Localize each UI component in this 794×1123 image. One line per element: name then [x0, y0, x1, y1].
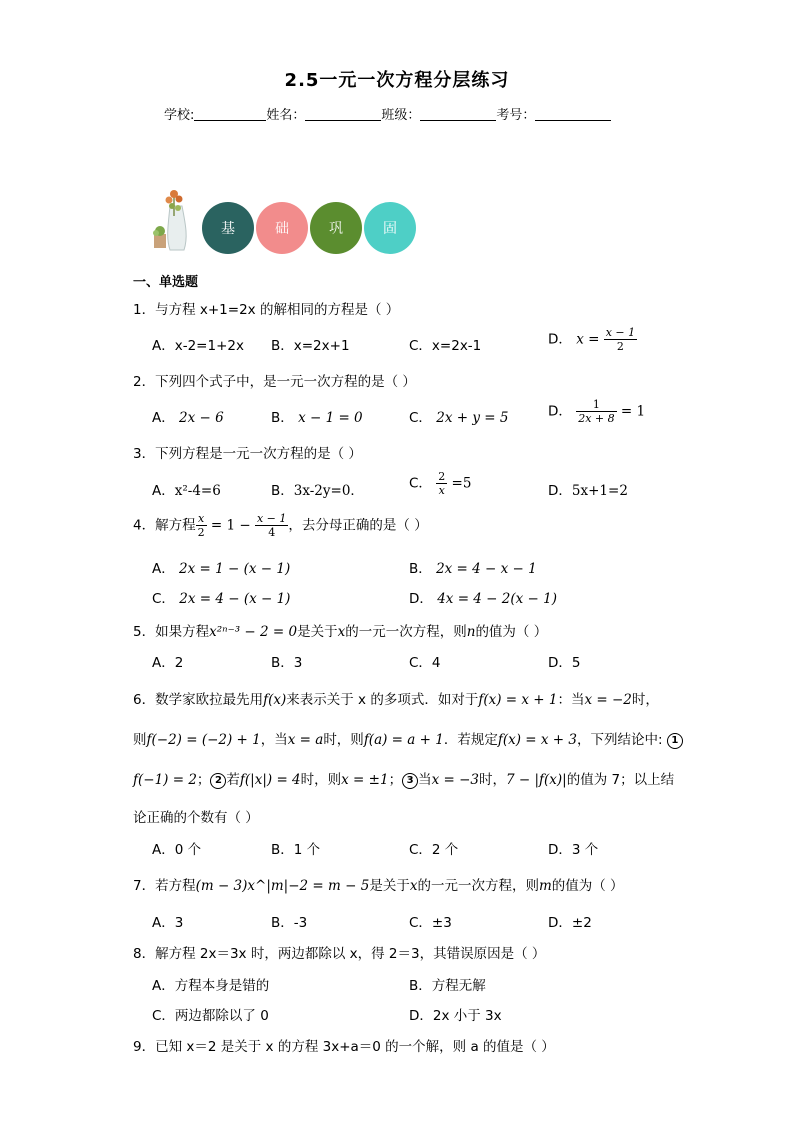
question-2-stem: 2．下列四个式子中，是一元一次方程的是（ ）	[133, 374, 416, 390]
q2-option-c: C． 2x + y = 5	[409, 410, 509, 426]
q3-c-fraction: $\frac{2}{x}$	[438, 470, 446, 497]
q2-d-fraction: $\frac{1}{2x + 8}$	[578, 398, 615, 425]
class-label: 班级：	[381, 108, 421, 123]
question-6-line-2: 则f(−2) = (−2) + 1，当x = a时，则f(a) = a + 1．若规定f(x) = x + 3，下列结论中: 1	[133, 728, 683, 749]
question-5-stem: 5．如果方程x²ⁿ⁻³ − 2 = 0是关于x的一元一次方程，则n的值为（ ）	[133, 624, 548, 640]
q6-option-c: C．2 个	[409, 842, 459, 858]
q1-option-c: C．x=2x-1	[409, 338, 482, 354]
q5-option-c: C．4	[409, 655, 441, 671]
q3-option-a: A．x²-4=6	[152, 483, 221, 499]
q8-option-a: A．方程本身是错的	[152, 978, 270, 994]
name-blank	[305, 106, 381, 121]
q7-option-c: C．±3	[409, 915, 452, 931]
q4-fraction-1: $\frac{x}{2}$	[197, 512, 205, 539]
question-6-line-1: 6．数学家欧拉最先用f(x)来表示关于 x 的多项式．如对于f(x) = x + 1：当x = −2时，	[133, 692, 659, 708]
question-3-stem: 3．下列方程是一元一次方程的是（ ）	[133, 446, 362, 462]
q5-option-b: B．3	[271, 655, 303, 671]
q6-option-b: B．1 个	[271, 842, 321, 858]
plant-vase-icon	[148, 186, 196, 252]
question-6-line-3: f(−1) = 2； 2 若f(|x|) = 4时，则x = ±1； 3 当x = −3时，7 − |f(x)|的值为 7；以上结	[133, 772, 675, 788]
question-4-stem: 4．解方程 $\frac{x}{2}$ = 1 − $\frac{x - 1}{4}$ ，去分母正确的是（ ）	[133, 512, 428, 539]
q7-option-d: D．±2	[548, 915, 592, 931]
q4-option-d: D． 4x = 4 − 2(x − 1)	[409, 591, 558, 607]
question-6-line-4: 论正确的个数有（ ）	[133, 810, 259, 826]
circled-one-icon: 1	[667, 733, 683, 749]
q2-option-d: D． $\frac{1}{2x + 8}$ = 1	[548, 398, 646, 425]
q8-option-d: D．2x 小于 3x	[409, 1008, 502, 1024]
q1-option-a: A．x-2=1+2x	[152, 338, 244, 354]
q5-option-d: D．5	[548, 655, 581, 671]
circled-two-icon: 2	[210, 773, 226, 789]
badge-gong: 巩	[310, 202, 362, 254]
q6-option-a: A．0 个	[152, 842, 202, 858]
q3-option-b: B．3x-2y=0．	[271, 483, 364, 499]
q7-option-b: B．-3	[271, 915, 308, 931]
badge-ji: 基	[202, 202, 254, 254]
question-1-stem: 1．与方程 x+1=2x 的解相同的方程是（ ）	[133, 302, 400, 318]
q1-option-b: B．x=2x+1	[271, 338, 350, 354]
q8-option-c: C．两边都除以了 0	[152, 1008, 269, 1024]
exam-no-label: 考号：	[496, 108, 536, 123]
q2-option-b: B． x − 1 = 0	[271, 410, 363, 426]
q4-option-b: B． 2x = 4 − x − 1	[409, 561, 537, 577]
question-9-stem: 9．已知 x＝2 是关于 x 的方程 3x+a＝0 的一个解，则 a 的值是（ ）	[133, 1039, 555, 1055]
q4-option-a: A． 2x = 1 − (x − 1)	[152, 561, 291, 577]
name-label: 姓名：	[266, 108, 306, 123]
school-blank	[194, 106, 266, 121]
q6-option-d: D．3 个	[548, 842, 599, 858]
page-title: 2.5一元一次方程分层练习	[284, 70, 510, 91]
q2-option-a: A． 2x − 6	[152, 410, 224, 426]
class-blank	[420, 106, 496, 121]
badge-gu: 固	[364, 202, 416, 254]
school-label: 学校:	[164, 108, 195, 123]
q1-option-d: D． x = $\frac{x - 1}{2}$	[548, 326, 636, 353]
q1-d-fraction: $\frac{x - 1}{2}$	[605, 326, 636, 353]
circled-three-icon: 3	[402, 773, 418, 789]
student-info-line	[164, 104, 611, 123]
q4-option-c: C． 2x = 4 − (x − 1)	[152, 591, 291, 607]
exam-no-blank	[535, 106, 611, 121]
question-8-stem: 8．解方程 2x＝3x 时，两边都除以 x，得 2＝3，其错误原因是（ ）	[133, 946, 546, 962]
q3-option-d: D．5x+1=2	[548, 483, 628, 499]
q7-option-a: A．3	[152, 915, 184, 931]
q4-fraction-2: $\frac{x - 1}{4}$	[256, 512, 287, 539]
q5-option-a: A．2	[152, 655, 184, 671]
question-7-stem: 7．若方程(m − 3)x^|m|−2 = m − 5是关于x的一元一次方程，则m的值为（ ）	[133, 878, 624, 894]
q3-option-c: C． $\frac{2}{x}$ =5	[409, 470, 472, 497]
badge-chu: 础	[256, 202, 308, 254]
q8-option-b: B．方程无解	[409, 978, 486, 994]
section-heading: 一、单选题	[133, 275, 199, 290]
